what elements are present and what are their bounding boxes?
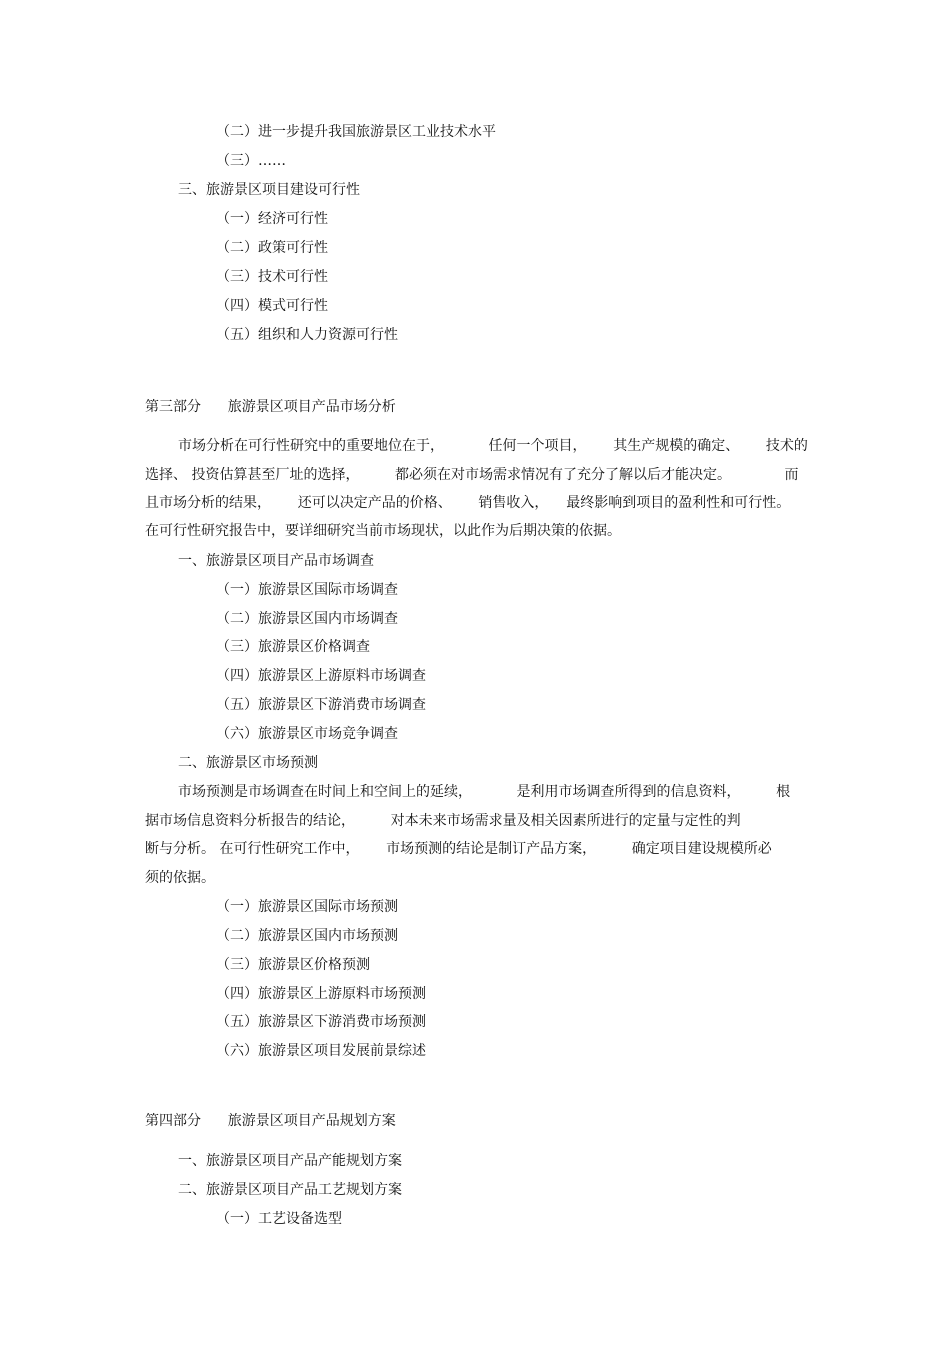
- text-line: （五）旅游景区下游消费市场预测: [216, 1014, 426, 1030]
- text-line: （四）模式可行性: [216, 298, 328, 314]
- text-line: 且市场分析的结果， 还可以决定产品的价格、 销售收入， 最终影响到项目的盈利性和可行性。: [145, 495, 791, 511]
- text-line: 断与分析。 在可行性研究工作中， 市场预测的结论是制订产品方案， 确定项目建设规模所必: [145, 841, 772, 857]
- text-line: （一）旅游景区国际市场调查: [216, 582, 398, 598]
- text-line: 一、旅游景区项目产品市场调查: [178, 553, 374, 569]
- text-line: （二）旅游景区国内市场预测: [216, 928, 398, 944]
- text-line: 市场预测是市场调查在时间上和空间上的延续， 是利用市场调查所得到的信息资料， 根: [178, 784, 791, 800]
- text-line: （三）旅游景区价格调查: [216, 639, 370, 655]
- text-line: 须的依据。: [145, 870, 215, 886]
- text-line: （三）技术可行性: [216, 269, 328, 285]
- text-line: （一）工艺设备选型: [216, 1211, 342, 1227]
- text-line: （六）旅游景区项目发展前景综述: [216, 1043, 426, 1059]
- text-line: （五）旅游景区下游消费市场调查: [216, 697, 426, 713]
- text-line: 市场分析在可行性研究中的重要地位在于， 任何一个项目， 其生产规模的确定、 技术的: [178, 438, 808, 454]
- text-line: （二）进一步提升我国旅游景区工业技术水平: [216, 124, 496, 140]
- section-heading: 第四部分 旅游景区项目产品规划方案: [145, 1113, 396, 1129]
- text-line: 一、旅游景区项目产品产能规划方案: [178, 1153, 402, 1169]
- text-line: 据市场信息资料分析报告的结论， 对本未来市场需求量及相关因素所进行的定量与定性的判: [145, 813, 741, 829]
- text-line: （六）旅游景区市场竞争调查: [216, 726, 398, 742]
- text-line: 二、旅游景区项目产品工艺规划方案: [178, 1182, 402, 1198]
- text-line: 二、旅游景区市场预测: [178, 755, 318, 771]
- text-line: （三）……: [216, 153, 286, 169]
- text-line: 三、旅游景区项目建设可行性: [178, 182, 360, 198]
- text-line: （五）组织和人力资源可行性: [216, 327, 398, 343]
- text-line: （四）旅游景区上游原料市场调查: [216, 668, 426, 684]
- section-heading: 第三部分 旅游景区项目产品市场分析: [145, 399, 396, 415]
- text-line: （二）政策可行性: [216, 240, 328, 256]
- text-line: 在可行性研究报告中，要详细研究当前市场现状，以此作为后期决策的依据。: [145, 523, 621, 539]
- text-line: （一）旅游景区国际市场预测: [216, 899, 398, 915]
- text-line: 选择、 投资估算甚至厂址的选择， 都必须在对市场需求情况有了充分了解以后才能决定。 而: [145, 467, 799, 483]
- text-line: （二）旅游景区国内市场调查: [216, 611, 398, 627]
- text-line: （一）经济可行性: [216, 211, 328, 227]
- text-line: （三）旅游景区价格预测: [216, 957, 370, 973]
- text-line: （四）旅游景区上游原料市场预测: [216, 986, 426, 1002]
